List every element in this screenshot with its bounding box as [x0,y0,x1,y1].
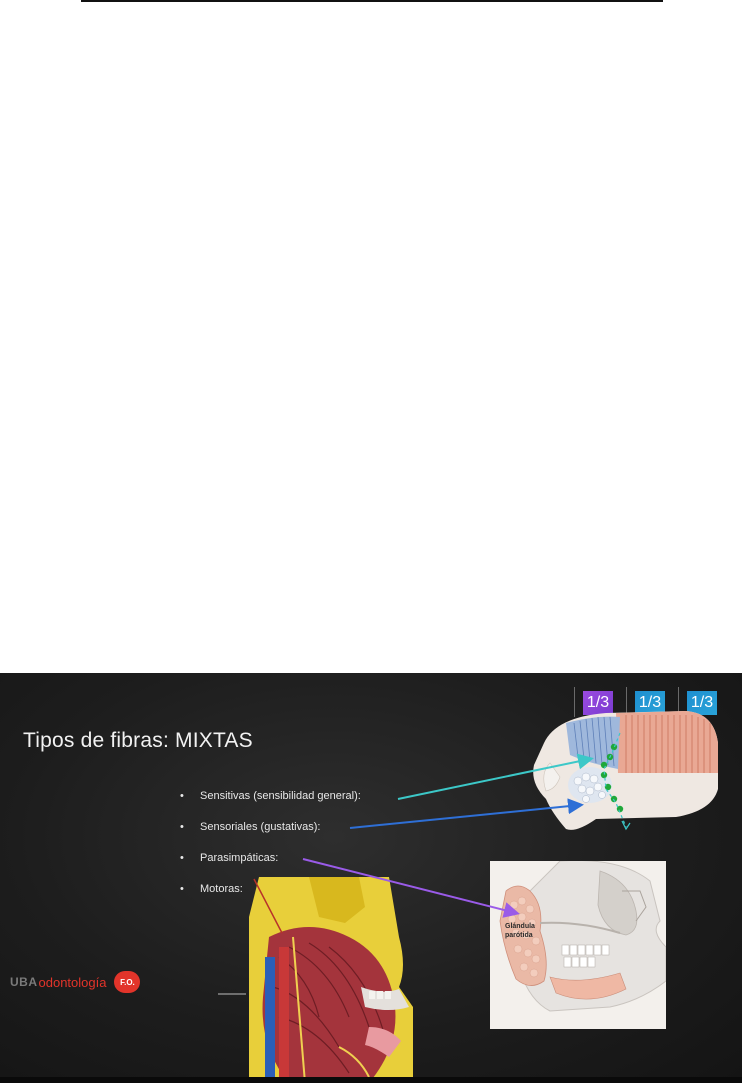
bullet-dot-icon: • [180,790,184,802]
logo-name-text: odontología [38,974,107,990]
bullet-sensory [180,819,361,850]
bullet-dot-icon: • [180,883,184,895]
bullet-text: Sensoriales (gustativas): [200,821,321,833]
bullet-dot-icon: • [180,852,184,864]
logo-badge: F.O. [114,971,140,993]
bullet-dot-icon: • [180,821,184,833]
uba-odontologia-logo [10,970,140,994]
head-diagram-icon [526,703,722,835]
logo-uba-text: UBA [10,975,38,989]
fraction-badge-text: 1/3 [583,691,613,715]
slide-image [0,673,742,1083]
skull-diagram-icon [490,861,666,1029]
fraction-badge-text: 1/3 [687,691,717,715]
bullet-text: Parasimpáticas: [200,852,279,864]
bullet-text: Motoras: [200,883,243,895]
slide-bottom-strip [0,1077,742,1083]
bullet-text: Sensitivas (sensibilidad general): [200,790,361,802]
fraction-badge-text: 1/3 [635,691,665,715]
slide-title: Tipos de fibras: MIXTAS [23,729,253,752]
parotid-gland-label: Glándula parótida [505,923,535,939]
page-top-rule [81,0,663,2]
bullet-sensitive [180,788,361,819]
neck-dissection-icon [249,877,413,1083]
